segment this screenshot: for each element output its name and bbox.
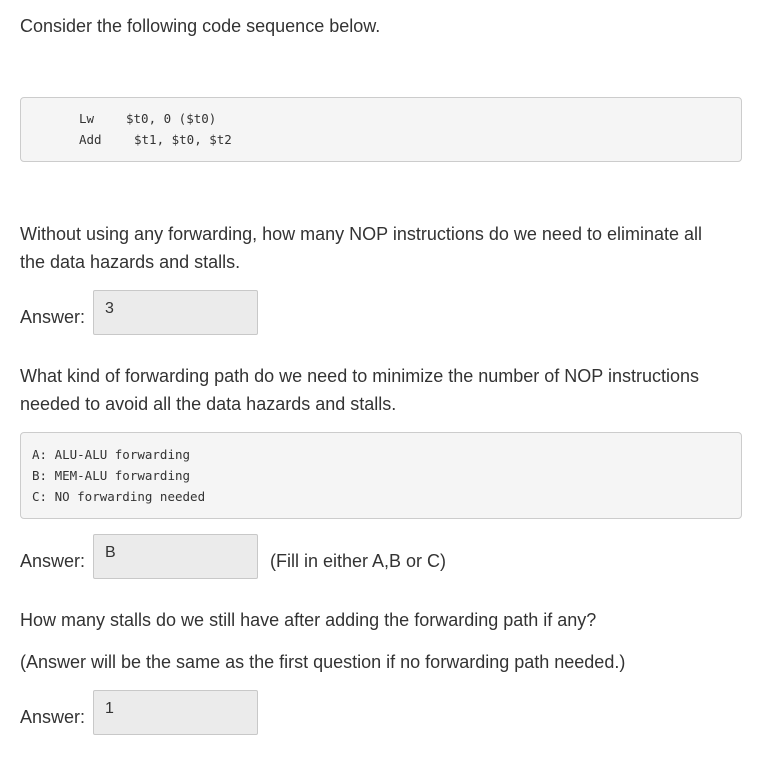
code-op-2: Add xyxy=(79,132,102,147)
question-3-line-2: (Answer will be the same as the first question if no forwarding path needed.) xyxy=(20,652,626,672)
answer-3-label: Answer: xyxy=(20,707,86,727)
answer-2-hint: (Fill in either A,B or C) xyxy=(270,551,447,571)
question-1-line-2: the data hazards and stalls. xyxy=(20,252,241,272)
answer-3-input[interactable] xyxy=(93,690,258,735)
answer-2-label: Answer: xyxy=(20,551,86,571)
answer-2-input[interactable] xyxy=(93,534,258,579)
question-2-line-2: needed to avoid all the data hazards and stalls. xyxy=(20,394,397,414)
question-3-line-1: How many stalls do we still have after adding the forwarding path if any? xyxy=(20,610,597,630)
option-a: A: ALU-ALU forwarding xyxy=(32,447,191,462)
option-c: C: NO forwarding needed xyxy=(32,489,206,504)
code-sequence-block xyxy=(20,97,742,162)
intro-text: Consider the following code sequence below. xyxy=(20,16,381,36)
code-args-2: $t1, $t0, $t2 xyxy=(134,132,232,147)
option-b: B: MEM-ALU forwarding xyxy=(32,468,191,483)
code-args-1: $t0, 0 ($t0) xyxy=(126,111,217,126)
answer-1-label: Answer: xyxy=(20,307,86,327)
options-block xyxy=(20,432,742,519)
question-2-line-1: What kind of forwarding path do we need to minimize the number of NOP instructions xyxy=(20,366,700,386)
code-op-1: Lw xyxy=(79,111,95,126)
answer-1-input[interactable] xyxy=(93,290,258,335)
question-1-line-1: Without using any forwarding, how many NOP instructions do we need to eliminate all xyxy=(20,224,703,244)
